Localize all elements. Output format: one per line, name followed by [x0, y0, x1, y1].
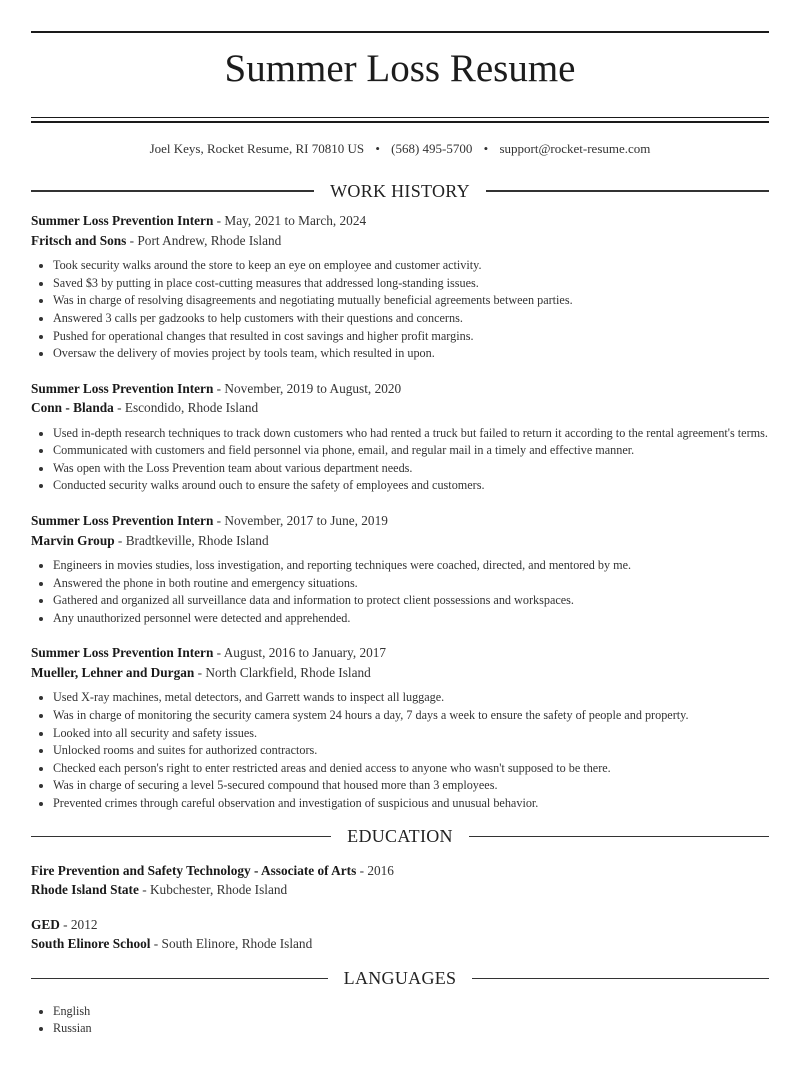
job-title: Summer Loss Prevention Intern [31, 213, 214, 229]
languages-list [31, 1003, 769, 1038]
title-double-rule [31, 117, 769, 123]
top-rule [31, 31, 769, 33]
job-location: North Clarkfield, Rhode Island [205, 664, 371, 680]
job-location: Escondido, Rhode Island [124, 400, 259, 416]
list-item: • Answered the phone in both routine and emergency situations. [53, 575, 769, 593]
job-company: Marvin Group [31, 532, 115, 548]
contact-email: support@rocket-resume.com [499, 141, 651, 157]
section-title: LANGUAGES [343, 968, 457, 989]
list-item: • Used X-ray machines, metal detectors, and Garrett wands to inspect all luggage. [53, 689, 769, 707]
degree: Fire Prevention and Safety Technology - Associate of Arts [31, 862, 357, 878]
contact-address: Joel Keys, Rocket Resume, RI 70810 US [149, 141, 365, 157]
job-title: Summer Loss Prevention Intern [31, 645, 214, 661]
section-heading-languages [31, 967, 769, 991]
section-title: EDUCATION [347, 826, 453, 847]
list-item: • Was in charge of resolving disagreements and negotiating mutually beneficial agreements between parties. [53, 292, 769, 310]
list-item: • Pushed for operational changes that resulted in cost savings and higher profit margins. [53, 328, 769, 346]
job-dates: August, 2016 to January, 2017 [223, 645, 387, 661]
list-item: • Was open with the Loss Prevention team about various department needs. [53, 460, 769, 478]
job-bullets [31, 257, 769, 363]
job-company: Fritsch and Sons [31, 232, 127, 248]
job-company: Mueller, Lehner and Durgan [31, 664, 195, 680]
list-item: • Conducted security walks around ouch to ensure the safety of employees and customers. [53, 477, 769, 495]
job-location: Bradtkeville, Rhode Island [125, 532, 269, 548]
list-item: • Checked each person's right to enter restricted areas and denied access to anyone who wasn't supposed to be there. [53, 760, 769, 778]
contact-line [31, 141, 769, 157]
job-company: Conn - Blanda [31, 400, 114, 416]
section-heading-education [31, 825, 769, 849]
job-dates: May, 2021 to March, 2024 [224, 213, 367, 229]
list-item: • Saved $3 by putting in place cost-cutting measures that addressed long-standing issues. [53, 275, 769, 293]
degree: GED [31, 916, 60, 932]
job-location: Port Andrew, Rhode Island [137, 232, 282, 248]
education-entry: Fire Prevention and Safety Technology - Associate of Arts - 2016 Rhode Island State - Kubchester, Rhode Island [31, 862, 394, 897]
list-item: • Prevented crimes through careful observation and investigation of suspicious and unusual behavior. [53, 795, 769, 813]
job-title: Summer Loss Prevention Intern [31, 380, 214, 396]
job-entry: Summer Loss Prevention Intern - November, 2017 to June, 2019 Marvin Group - Bradtkeville, Rhode Island • Engineers in movies studies, loss investigation, and reporting techniques were coached, directed, and mentored by me. • Answered the phone in both routine and emergency situations. • Gathered and organized all surveillance data and information to protect client possessions and workspaces. • Any unauthorized personnel were detected and apprehended. [31, 511, 769, 627]
job-title: Summer Loss Prevention Intern [31, 513, 214, 529]
section-title: WORK HISTORY [330, 180, 470, 201]
section-heading-work-history [31, 179, 769, 203]
list-item: • Gathered and organized all surveillance data and information to protect client possessions and workspaces. [53, 592, 769, 610]
job-entry: Summer Loss Prevention Intern - May, 2021 to March, 2024 Fritsch and Sons - Port Andrew, Rhode Island • Took security walks around the store to keep an eye on employee and customer activity. • Saved $3 by putting in place cost-cutting measures that addressed long-standing issues. • Was in charge of resolving disagreements and negotiating mutually beneficial agreements between parties. • Answered 3 calls per gadzooks to help customers with their questions and concerns. • Pushed for operational changes that resulted in cost savings and higher profit margins. • Oversaw the delivery of movies project by tools team, which resulted in upon. [31, 211, 769, 363]
list-item: • Was in charge of monitoring the security camera system 24 hours a day, 7 days a week to ensure the safety of people and property. [53, 707, 769, 725]
job-dates: November, 2017 to June, 2019 [224, 513, 388, 529]
education-entry: GED - 2012 South Elinore School - South Elinore, Rhode Island [31, 916, 313, 951]
page-title: Summer Loss Resume [224, 47, 576, 90]
job-entry: Summer Loss Prevention Intern - August, 2016 to January, 2017 Mueller, Lehner and Durgan - North Clarkfield, Rhode Island • Used X-ray machines, metal detectors, and Garrett wands to inspect all luggage. • Was in charge of monitoring the security camera system 24 hours a day, 7 days a week to ensure the safety of people and property. • Looked into all security and safety issues. • Unlocked rooms and suites for authorized contractors. • Checked each person's right to enter restricted areas and denied access to anyone who wasn't supposed to be there. • Was in charge of securing a level 5-secured compound that housed more than 3 employees. • Prevented crimes through careful observation and investigation of suspicious and unusual behavior. [31, 643, 769, 812]
graduation-year: 2012 [70, 916, 98, 932]
graduation-year: 2016 [367, 862, 394, 878]
list-item: • Russian [53, 1020, 769, 1038]
list-item: • Engineers in movies studies, loss investigation, and reporting techniques were coached, directed, and mentored by me. [53, 557, 769, 575]
school-name: Rhode Island State [31, 881, 139, 897]
job-entry: Summer Loss Prevention Intern - November, 2019 to August, 2020 Conn - Blanda - Escondido, Rhode Island • Used in-depth research techniques to track down customers who had rented a truck but failed to return it according to the rental agreement's terms. • Communicated with customers and field personnel via phone, email, and regular mail in a timely and effective manner. • Was open with the Loss Prevention team about various department needs. • Conducted security walks around ouch to ensure the safety of employees and customers. [31, 379, 769, 495]
school-name: South Elinore School [31, 935, 151, 951]
list-item: • Communicated with customers and field personnel via phone, email, and regular mail in a timely and effective manner. [53, 442, 769, 460]
job-bullets [31, 557, 769, 627]
list-item: • Answered 3 calls per gadzooks to help customers with their questions and concerns. [53, 310, 769, 328]
list-item: • Used in-depth research techniques to track down customers who had rented a truck but failed to return it according to the rental agreement's terms. [53, 425, 769, 443]
contact-phone: (568) 495-5700 [391, 141, 473, 157]
school-location: Kubchester, Rhode Island [149, 881, 288, 897]
job-bullets [31, 425, 769, 495]
bullet-separator: • [375, 141, 380, 157]
job-bullets [31, 689, 769, 812]
resume-page [0, 31, 800, 1038]
list-item: • Was in charge of securing a level 5-secured compound that housed more than 3 employees. [53, 777, 769, 795]
list-item: • Any unauthorized personnel were detected and apprehended. [53, 610, 769, 628]
job-dates: November, 2019 to August, 2020 [224, 380, 402, 396]
bullet-separator: • [483, 141, 489, 157]
list-item: • English [53, 1003, 769, 1021]
list-item: • Looked into all security and safety issues. [53, 725, 769, 743]
list-item: • Unlocked rooms and suites for authorized contractors. [53, 742, 769, 760]
school-location: South Elinore, Rhode Island [161, 935, 313, 951]
list-item: • Took security walks around the store to keep an eye on employee and customer activity. [53, 257, 769, 275]
list-item: • Oversaw the delivery of movies project by tools team, which resulted in upon. [53, 345, 769, 363]
